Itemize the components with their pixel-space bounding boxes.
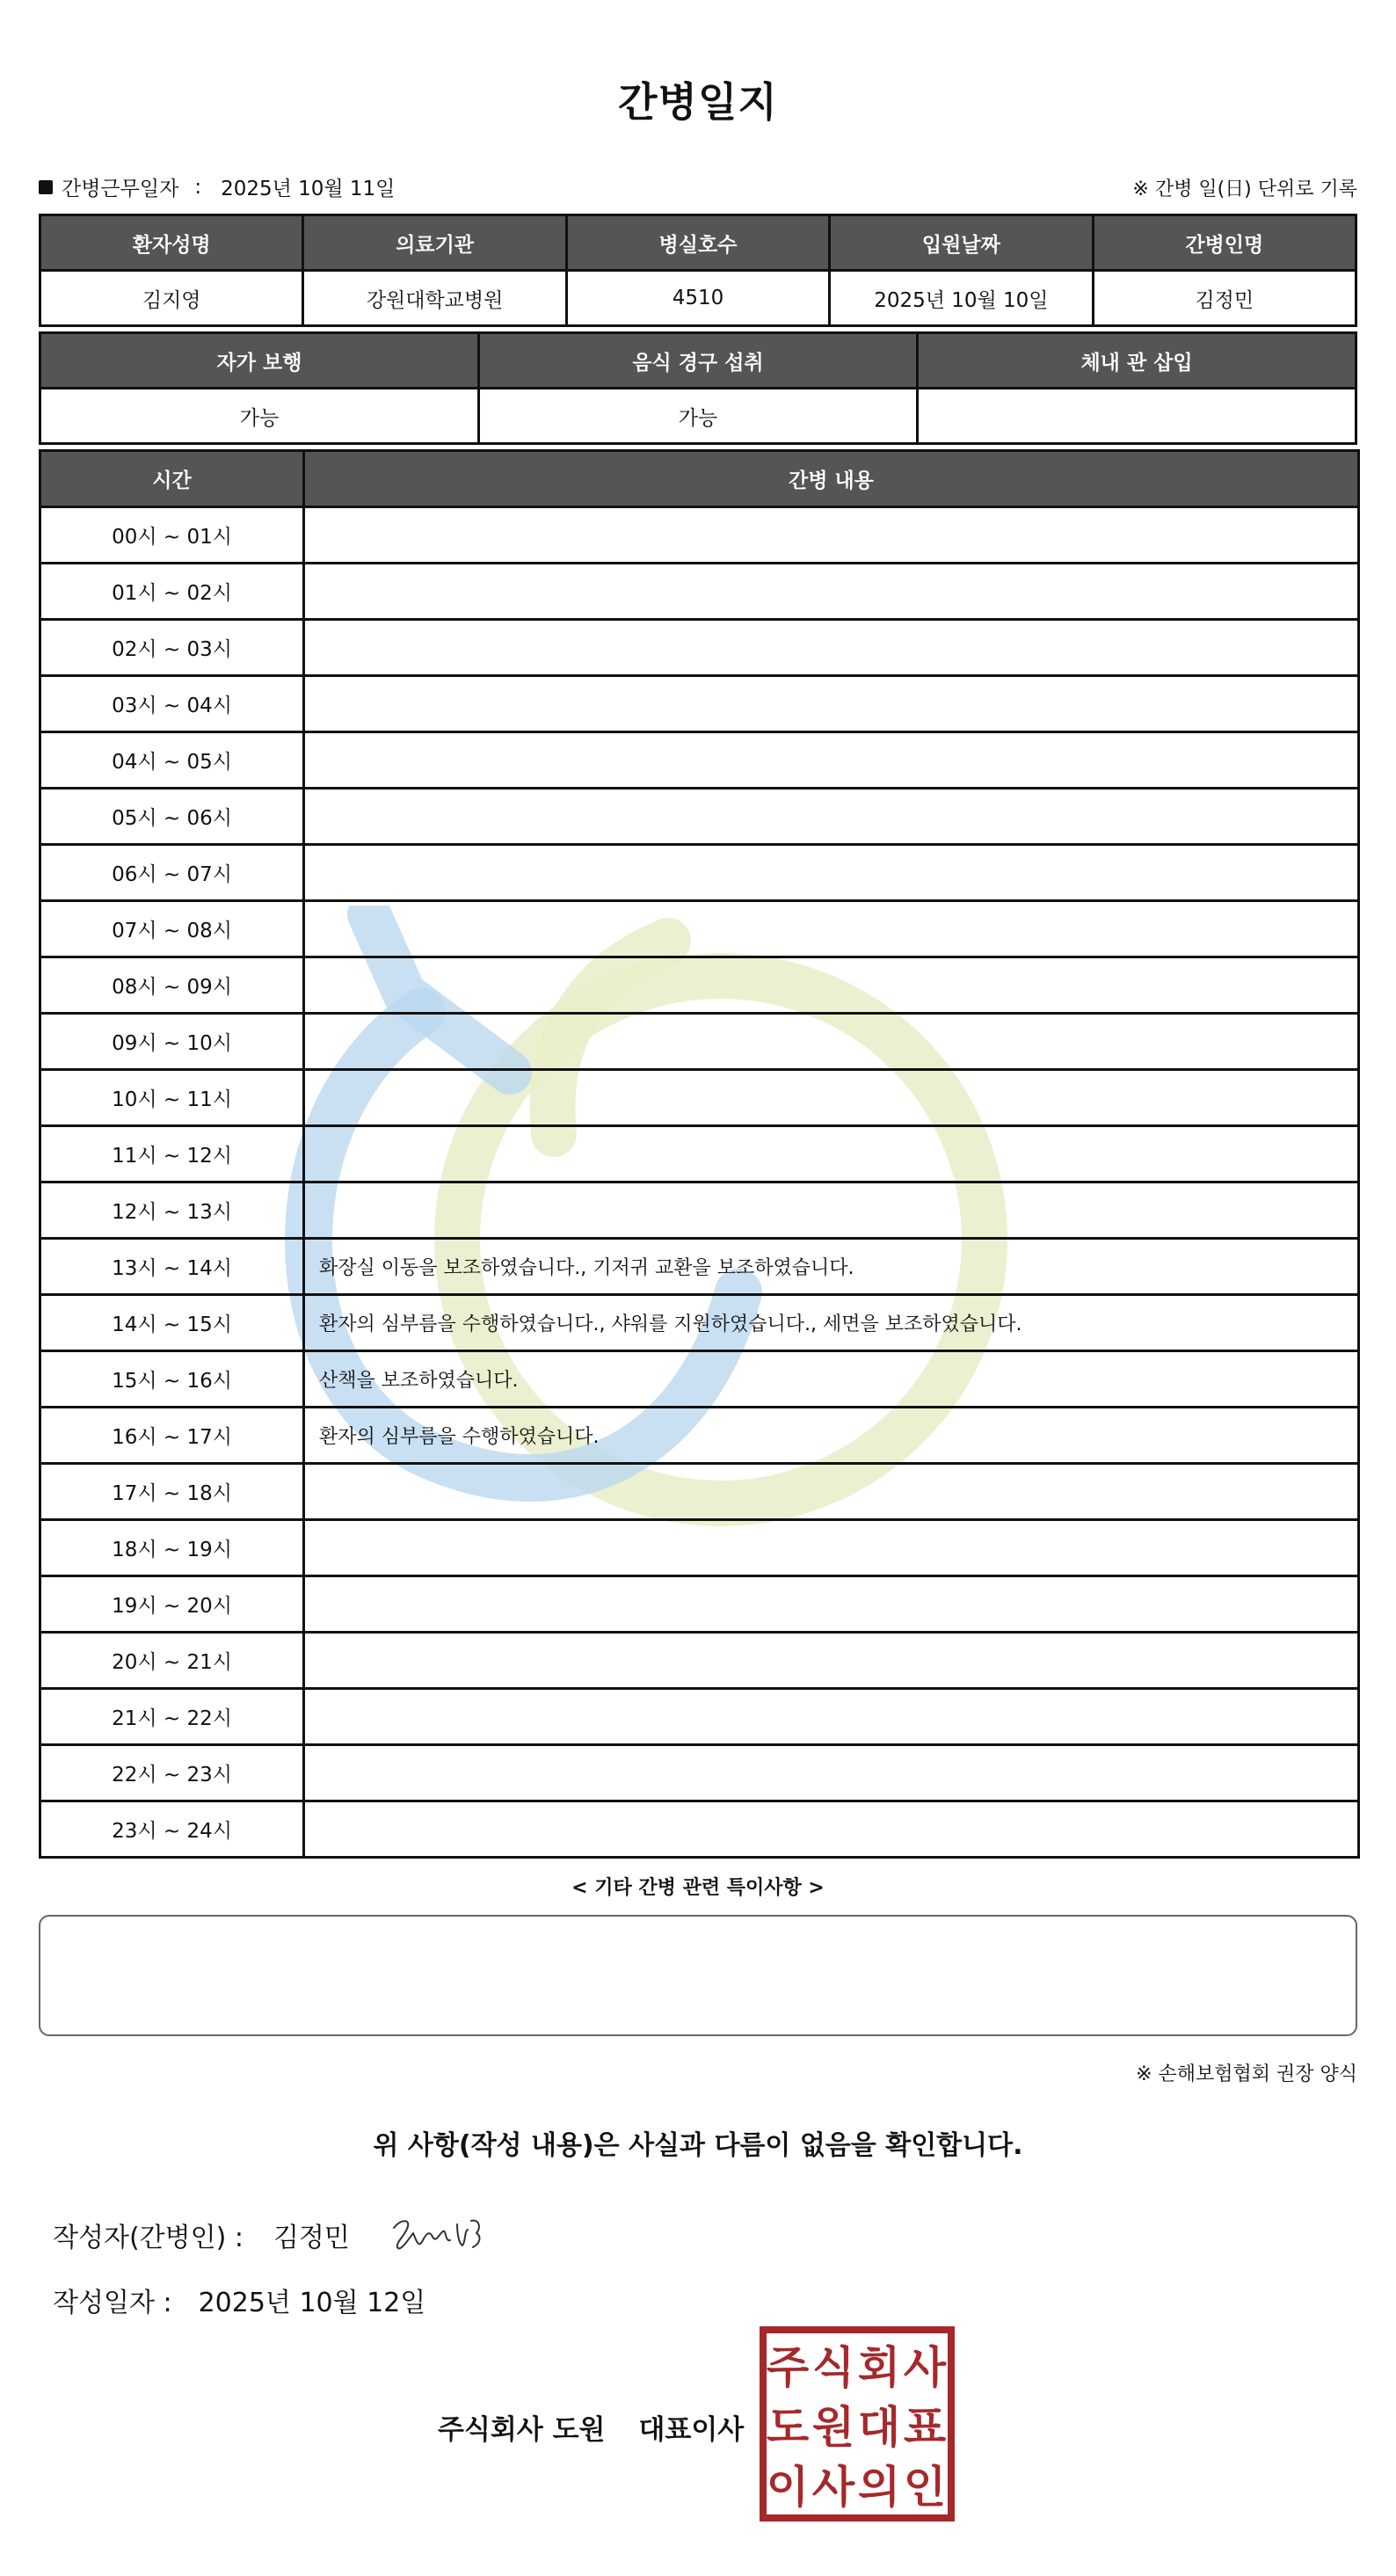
hospital-name: 강원대학교병원 [303, 271, 566, 326]
log-row [40, 957, 1359, 1014]
log-row [40, 1745, 1359, 1801]
work-date-row [39, 172, 395, 201]
seal-character: 표 [903, 2402, 947, 2453]
log-row [40, 1070, 1359, 1126]
tube-insertion-value [918, 389, 1356, 444]
company-seal-stamp [758, 2325, 956, 2523]
patient-name: 김지영 [40, 271, 303, 326]
log-row [40, 564, 1359, 620]
log-row [40, 1464, 1359, 1520]
handwritten-signature [387, 2207, 501, 2259]
log-content [304, 1745, 1359, 1801]
log-time: 16시 ~ 17시 [40, 1408, 304, 1464]
oral-intake-value: 가능 [479, 389, 918, 444]
log-content: 환자의 심부름을 수행하였습니다., 샤워를 지원하였습니다., 세면을 보조하였습니다. [304, 1295, 1359, 1351]
log-content [304, 1801, 1359, 1858]
document-title: 간병일지 [618, 78, 778, 126]
writer-name: 김정민 [273, 2223, 350, 2253]
log-row [40, 1633, 1359, 1689]
header-hospital: 의료기관 [303, 215, 566, 271]
header-admission-date: 입원날짜 [830, 215, 1093, 271]
log-row [40, 1351, 1359, 1408]
log-content [304, 1576, 1359, 1633]
log-row [40, 1689, 1359, 1745]
log-row [40, 845, 1359, 901]
log-time: 14시 ~ 15시 [40, 1295, 304, 1351]
log-content [304, 1689, 1359, 1745]
patient-header-row [40, 215, 1356, 271]
log-content [304, 1014, 1359, 1070]
colon-separator: : [194, 175, 202, 199]
log-time: 08시 ~ 09시 [40, 957, 304, 1014]
log-time: 02시 ~ 03시 [40, 620, 304, 676]
hourly-care-log-table [39, 449, 1360, 1859]
writer-label: 작성자(간병인) : [53, 2223, 244, 2253]
written-date-row [53, 2281, 425, 2319]
seal-character: 이 [766, 2462, 810, 2513]
log-row [40, 1576, 1359, 1633]
log-content [304, 1126, 1359, 1182]
log-content [304, 564, 1359, 620]
log-content [304, 1464, 1359, 1520]
log-content [304, 845, 1359, 901]
log-content [304, 732, 1359, 789]
self-walking-value: 가능 [40, 389, 479, 444]
log-row [40, 1182, 1359, 1239]
log-row [40, 901, 1359, 957]
log-time: 23시 ~ 24시 [40, 1801, 304, 1858]
log-time: 03시 ~ 04시 [40, 676, 304, 732]
log-content [304, 901, 1359, 957]
log-rows [40, 507, 1359, 1858]
log-row [40, 676, 1359, 732]
log-row [40, 1408, 1359, 1464]
log-time: 07시 ~ 08시 [40, 901, 304, 957]
log-time: 15시 ~ 16시 [40, 1351, 304, 1408]
patient-value-row [40, 271, 1356, 326]
work-date-label: 간병근무일자 [62, 178, 179, 200]
status-header-row [40, 333, 1356, 389]
log-time: 13시 ~ 14시 [40, 1239, 304, 1295]
log-row [40, 1014, 1359, 1070]
log-content: 환자의 심부름을 수행하였습니다. [304, 1408, 1359, 1464]
company-name: 주식회사 도원 [438, 2414, 606, 2446]
log-row [40, 732, 1359, 789]
log-content: 산책을 보조하였습니다. [304, 1351, 1359, 1408]
log-time: 05시 ~ 06시 [40, 789, 304, 845]
log-time: 21시 ~ 22시 [40, 1689, 304, 1745]
seal-character: 사 [811, 2462, 855, 2513]
log-time: 20시 ~ 21시 [40, 1633, 304, 1689]
admission-date: 2025년 10월 10일 [830, 271, 1093, 326]
log-row [40, 789, 1359, 845]
log-content [304, 620, 1359, 676]
written-date-value: 2025년 10월 12일 [198, 2288, 426, 2318]
log-time: 01시 ~ 02시 [40, 564, 304, 620]
header-patient-name: 환자성명 [40, 215, 303, 271]
log-content [304, 1520, 1359, 1576]
seal-character: 회 [857, 2342, 901, 2393]
written-date-label: 작성일자 : [53, 2288, 172, 2318]
log-row [40, 1126, 1359, 1182]
writer-row [53, 2216, 350, 2254]
unit-note: ※ 간병 일(日) 단위로 기록 [1132, 178, 1357, 200]
header-room: 병실호수 [566, 215, 829, 271]
log-time: 00시 ~ 01시 [40, 507, 304, 564]
seal-character: 인 [903, 2462, 947, 2513]
header-tube-insertion: 체내 관 삽입 [918, 333, 1356, 389]
log-time: 22시 ~ 23시 [40, 1745, 304, 1801]
log-time: 09시 ~ 10시 [40, 1014, 304, 1070]
room-number: 4510 [566, 271, 829, 326]
seal-character: 대 [857, 2402, 901, 2453]
square-bullet-icon [39, 180, 53, 194]
log-content [304, 507, 1359, 564]
company-row [438, 2407, 744, 2447]
status-value-row [40, 389, 1356, 444]
log-content [304, 957, 1359, 1014]
log-content [304, 676, 1359, 732]
header-time: 시간 [40, 451, 304, 507]
header-care-content: 간병 내용 [304, 451, 1359, 507]
seal-character: 식 [811, 2342, 855, 2393]
header-caregiver: 간병인명 [1093, 215, 1356, 271]
special-notes-box [39, 1915, 1357, 2036]
caregiver-name: 김정민 [1093, 271, 1356, 326]
patient-status-table [39, 331, 1357, 445]
log-time: 04시 ~ 05시 [40, 732, 304, 789]
log-row [40, 620, 1359, 676]
log-content [304, 1070, 1359, 1126]
special-notes-title: < 기타 간병 관련 특이사항 > [571, 1877, 825, 1899]
log-row [40, 1801, 1359, 1858]
log-time: 17시 ~ 18시 [40, 1464, 304, 1520]
log-time: 06시 ~ 07시 [40, 845, 304, 901]
log-row [40, 1239, 1359, 1295]
patient-info-table [39, 214, 1357, 327]
log-row [40, 507, 1359, 564]
log-content [304, 1182, 1359, 1239]
seal-character: 주 [766, 2342, 810, 2393]
log-time: 10시 ~ 11시 [40, 1070, 304, 1126]
work-date-value: 2025년 10월 11일 [221, 178, 396, 200]
confirmation-statement: 위 사항(작성 내용)은 사실과 다름이 없음을 확인합니다. [373, 2130, 1023, 2161]
seal-character: 사 [903, 2342, 947, 2393]
header-oral-intake: 음식 경구 섭취 [479, 333, 918, 389]
log-content [304, 1633, 1359, 1689]
log-header-row [40, 451, 1359, 507]
log-time: 19시 ~ 20시 [40, 1576, 304, 1633]
seal-character: 원 [811, 2402, 855, 2453]
seal-character: 의 [857, 2462, 901, 2513]
log-time: 11시 ~ 12시 [40, 1126, 304, 1182]
log-content [304, 789, 1359, 845]
representative-title: 대표이사 [638, 2414, 745, 2446]
log-content: 화장실 이동을 보조하였습니다., 기저귀 교환을 보조하였습니다. [304, 1239, 1359, 1295]
log-row [40, 1295, 1359, 1351]
log-row [40, 1520, 1359, 1576]
seal-character: 도 [766, 2402, 810, 2453]
header-self-walking: 자가 보행 [40, 333, 479, 389]
form-source-note: ※ 손해보험협회 권장 양식 [1136, 2063, 1357, 2085]
log-time: 12시 ~ 13시 [40, 1182, 304, 1239]
log-time: 18시 ~ 19시 [40, 1520, 304, 1576]
